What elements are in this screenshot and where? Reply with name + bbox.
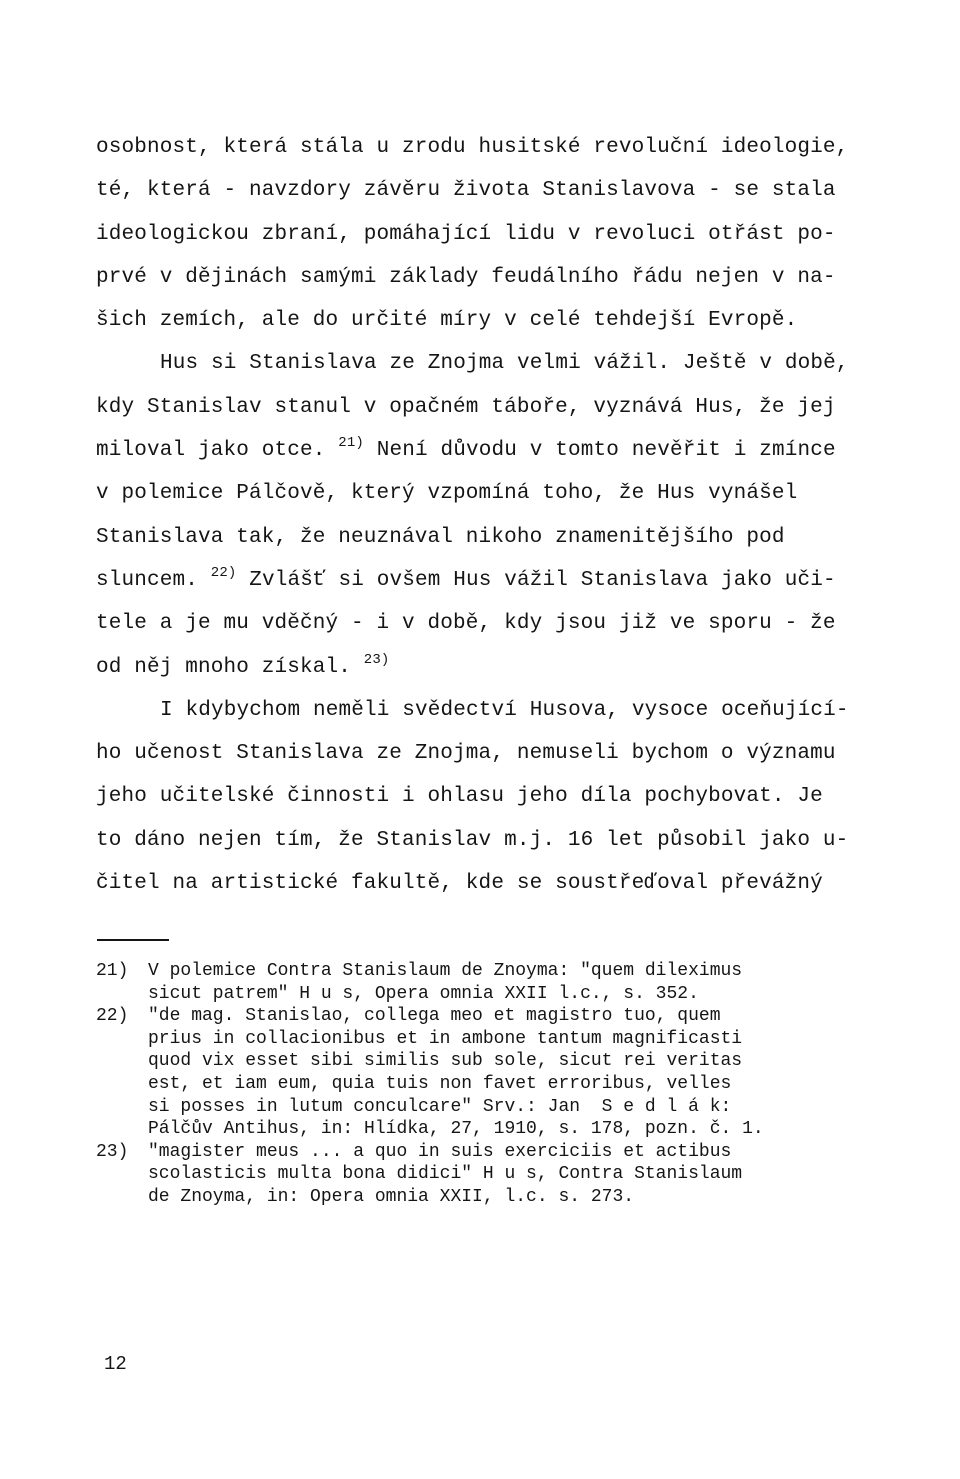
text-line: šich zemích, ale do určité míry v celé tehdejší Evropě. [96,309,798,333]
text-line: té, která - navzdory závěru života Stanislavova - se stala [96,179,836,203]
footnote-line: scolasticis multa bona didici" H u s, Contra Stanislaum [148,1164,743,1185]
text-line: tele a je mu vděčný - i v době, kdy jsou již ve sporu - že [96,612,836,636]
footnote-reference: 21) [338,435,364,452]
text-line: ideologickou zbraní, pomáhající lidu v revoluci otřást po- [96,222,836,246]
text-line: kdy Stanislav stanul v opačném táboře, vyznává Hus, že jej [96,395,836,419]
footnote-reference: 22) [210,564,237,581]
paragraph [96,126,856,342]
text-line: jeho učitelské činnosti i ohlasu jeho díla pochybovat. Je [96,785,823,809]
text-line: I kdybychom neměli svědectví Husova, vysoce oceňující- [160,698,849,722]
text-line [96,559,856,602]
line-text: Není důvodu v tomto nevěřit i zmínce [363,439,836,463]
footnote-line: si posses in lutum conculcare" Srv.: Jan S e d l á k: [148,1096,732,1117]
footnote-line: sicut patrem" H u s, Opera omnia XXII l.c., s. 352. [148,983,699,1004]
footnote-line: est, et iam eum, quia tuis non favet erroribus, velles [148,1073,732,1094]
text-line: prvé v dějinách samými základy feudálního řádu nejen v na- [96,265,836,289]
paragraph [96,342,856,688]
footnote-line: de Znoyma, in: Opera omnia XXII, l.c. s. 273. [148,1186,635,1207]
footnote-number: 21) [96,961,129,981]
text-line: v polemice Pálčově, který vzpomíná toho, že Hus vynášel [96,482,798,506]
text-line: osobnost, která stála u zrodu husitské revoluční ideologie, [96,136,849,159]
footnote-number: 22) [96,1006,129,1027]
footnote-number: 23) [96,1141,129,1162]
footnote-line: quod vix esset sibi similis sub sole, sicut rei veritas [148,1051,743,1072]
text-line: Stanislava tak, že neuznával nikoho znamenitějšího pod [96,525,785,549]
text-line [96,429,856,472]
footnote-line: V polemice Contra Stanislaum de Znoyma: "quem dileximus [148,961,743,981]
footnote-separator [97,939,169,941]
paragraph [96,689,856,905]
footnote [96,960,886,1005]
footnote-line: "de mag. Stanislao, collega meo et magistro tuo, quem [148,1006,721,1027]
footnote-reference: 23) [363,651,390,668]
text-line: Hus si Stanislava ze Znojma velmi vážil. Ještě v době, [160,352,849,376]
text-line: čitel na artistické fakultě, kde se soustřeďoval převážný [96,872,823,896]
footnotes [96,960,886,1209]
footnote-line: prius in collacionibus et in ambone tantum magnificasti [148,1028,743,1049]
footnote-line: "magister meus ... a quo in suis exerciciis et actibus [148,1141,732,1162]
line-text: Zvlášť si ovšem Hus vážil Stanislava jako uči- [236,568,836,592]
line-text: sluncem. [96,568,211,592]
body-text [96,126,856,905]
page-number: 12 [104,1353,127,1375]
line-text: od něj mnoho získal. [96,655,364,679]
footnote [96,1005,886,1141]
footnote [96,1141,886,1209]
line-text: miloval jako otce. [96,439,339,463]
text-line: to dáno nejen tím, že Stanislav m.j. 16 let působil jako u- [96,828,849,852]
text-line: ho učenost Stanislava ze Znojma, nemuseli bychom o významu [96,742,836,766]
text-line [96,646,856,689]
footnote-line: Pálčův Antihus, in: Hlídka, 27, 1910, s. 178, pozn. č. 1. [148,1119,764,1140]
